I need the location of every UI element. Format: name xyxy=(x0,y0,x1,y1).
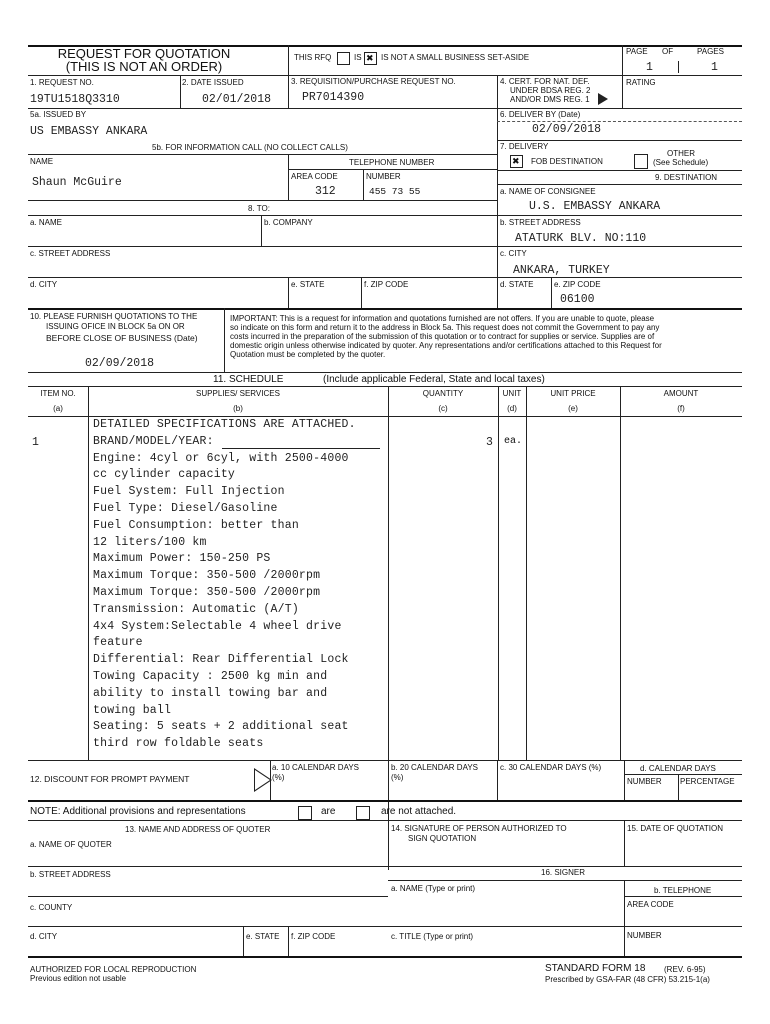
quoter-zip-label: f. ZIP CODE xyxy=(291,932,336,941)
important-line-2: so indicate on this form and return it to the address in Block 5a. This request does not commit the Government to pay any xyxy=(230,323,660,332)
issued-by-label: 5a. ISSUED BY xyxy=(30,110,87,119)
cert-label-2: UNDER BDSA REG. 2 xyxy=(510,86,591,95)
quoter-name-label: a. NAME OF QUOTER xyxy=(30,840,112,849)
signer-area-code-label: AREA CODE xyxy=(627,900,674,909)
col-unit-header: UNIT xyxy=(502,389,522,398)
signer-name-label: a. NAME (Type or print) xyxy=(391,884,476,893)
form-subtitle: (THIS IS NOT AN ORDER) xyxy=(65,59,223,74)
destination-label: 9. DESTINATION xyxy=(655,173,718,182)
page-label: PAGE xyxy=(626,47,648,56)
spec-text[interactable] xyxy=(93,417,393,753)
other-schedule-label: (See Schedule) xyxy=(653,158,709,167)
signer-number-label: NUMBER xyxy=(627,931,662,940)
unit-value[interactable]: ea. xyxy=(504,436,523,447)
signer-label: 16. SIGNER xyxy=(541,868,586,877)
is-checkbox[interactable] xyxy=(337,52,350,65)
to-zip-label: f. ZIP CODE xyxy=(364,280,409,289)
col-b-label: (b) xyxy=(233,404,243,413)
spec-line: Fuel System: Full Injection xyxy=(93,485,285,499)
col-e-label: (e) xyxy=(568,404,578,413)
spec-line: ability to install towing bar and xyxy=(93,686,328,700)
delivery-label: 7. DELIVERY xyxy=(500,142,549,151)
important-line-5: Quotation must be completed by the quoter. xyxy=(230,350,386,359)
note-text: NOTE: Additional provisions and representations xyxy=(30,806,246,817)
area-code-value[interactable]: 312 xyxy=(315,185,336,198)
contact-name[interactable]: Shaun McGuire xyxy=(32,176,122,189)
spec-line: towing ball xyxy=(93,703,172,717)
standard-form-name: STANDARD FORM 18 xyxy=(545,963,646,974)
fob-checkbox[interactable] xyxy=(510,155,523,168)
to-city-label: d. CITY xyxy=(30,280,58,289)
spec-line: Differential: Rear Differential Lock xyxy=(93,653,349,667)
block10-label-3: BEFORE CLOSE OF BUSINESS (Date) xyxy=(46,333,198,343)
spec-line: 12 liters/100 km xyxy=(93,535,207,549)
col-unit-price-header: UNIT PRICE xyxy=(550,389,596,398)
col-amount-header: AMOUNT xyxy=(663,389,699,398)
col-a-label: (a) xyxy=(53,404,63,413)
col-f-label: (f) xyxy=(677,404,685,413)
name-label: NAME xyxy=(30,157,54,166)
are-not-checkbox[interactable] xyxy=(356,806,370,820)
form-title: REQUEST FOR QUOTATION xyxy=(57,46,231,61)
consignee-value[interactable]: U.S. EMBASSY ANKARA xyxy=(529,200,661,213)
to-label: 8. TO: xyxy=(248,204,270,213)
cert-label-1: 4. CERT. FOR NAT. DEF. xyxy=(500,77,590,86)
discount-10-label: a. 10 CALENDAR DAYS xyxy=(272,763,359,772)
is-label: IS xyxy=(354,53,362,62)
to-state-label: e. STATE xyxy=(291,280,325,289)
spec-line: cc cylinder capacity xyxy=(93,468,236,482)
city-value[interactable]: ANKARA, TURKEY xyxy=(513,264,610,277)
spec-line: Transmission: Automatic (A/T) xyxy=(93,602,299,616)
to-street-label: c. STREET ADDRESS xyxy=(30,249,111,258)
signature-label-1: 14. SIGNATURE OF PERSON AUTHORIZED TO xyxy=(391,824,567,833)
important-line-1: IMPORTANT: This is a request for information and quotations furnished are not offers. If you are unable to quote, please xyxy=(230,314,655,323)
quoter-block-label: 13. NAME AND ADDRESS OF QUOTER xyxy=(125,825,271,834)
form-revision: (REV. 6-95) xyxy=(664,965,706,974)
discount-days-label: d. CALENDAR DAYS xyxy=(640,764,716,773)
fob-label: FOB DESTINATION xyxy=(531,157,603,166)
this-rfq-label: THIS RFQ xyxy=(294,53,332,62)
other-checkbox[interactable] xyxy=(634,154,648,169)
consignee-label: a. NAME OF CONSIGNEE xyxy=(500,187,596,196)
signer-title-label: c. TITLE (Type or print) xyxy=(391,932,474,941)
important-line-4: domestic origin unless otherwise indicated by quoter. Any representations and/or certifications attached to this Request for xyxy=(230,341,662,350)
of-label: OF xyxy=(662,47,674,56)
spec-line: DETAILED SPECIFICATIONS ARE ATTACHED. xyxy=(93,418,356,431)
spec-line: 4x4 System:Selectable 4 wheel drive xyxy=(93,619,342,633)
phone-number-value[interactable]: 455 73 55 xyxy=(369,186,421,197)
are-checkbox[interactable] xyxy=(298,806,312,820)
quoter-state-label: e. STATE xyxy=(246,932,280,941)
spec-line: Maximum Torque: 350-500 /2000rpm xyxy=(93,585,321,599)
signature-label-2: SIGN QUOTATION xyxy=(408,834,477,843)
discount-20-label: b. 20 CALENDAR DAYS xyxy=(391,763,478,772)
spec-line: Fuel Consumption: better than xyxy=(93,518,299,532)
spec-line: Seating: 5 seats + 2 additional seat xyxy=(93,720,349,734)
signer-phone-label: b. TELEPHONE xyxy=(654,886,712,895)
request-no-label: 1. REQUEST NO. xyxy=(30,78,94,87)
issued-by-value[interactable]: US EMBASSY ANKARA xyxy=(30,125,148,138)
street-label: b. STREET ADDRESS xyxy=(500,218,581,227)
state-label: d. STATE xyxy=(500,280,534,289)
request-no-value[interactable]: 19TU1518Q3310 xyxy=(30,93,120,106)
discount-10-pct: (%) xyxy=(272,773,285,782)
spec-line: Maximum Torque: 350-500 /2000rpm xyxy=(93,569,321,583)
quoter-city-label: d. CITY xyxy=(30,932,58,941)
cert-arrow-icon xyxy=(598,93,608,105)
block10-label-1: 10. PLEASE FURNISH QUOTATIONS TO THE xyxy=(30,312,198,321)
are-not-label: are not attached. xyxy=(381,806,457,817)
col-c-label: (c) xyxy=(438,404,448,413)
spec-line: feature xyxy=(93,636,143,650)
zip-label: e. ZIP CODE xyxy=(554,280,601,289)
pages-label: PAGES xyxy=(697,47,724,56)
area-code-label: AREA CODE xyxy=(291,172,338,181)
spec-line: third row foldable seats xyxy=(93,737,264,751)
col-item-header: ITEM NO. xyxy=(40,389,76,398)
quote-due-date[interactable]: 02/09/2018 xyxy=(85,357,155,370)
other-label: OTHER xyxy=(667,149,695,158)
item-number[interactable]: 1 xyxy=(32,436,39,449)
block10-label-2: ISSUING OFICE IN BLOCK 5a ON OR xyxy=(46,322,185,331)
discount-30-label: c. 30 CALENDAR DAYS (%) xyxy=(500,763,602,772)
city-label: c. CITY xyxy=(500,249,527,258)
schedule-title: 11. SCHEDULE xyxy=(213,374,284,385)
requisition-label: 3. REQUISITION/PURCHASE REQUEST NO. xyxy=(291,77,456,86)
zip-value[interactable]: 06100 xyxy=(560,293,595,306)
spec-line: Maximum Power: 150-250 PS xyxy=(93,552,271,566)
requisition-value[interactable]: PR7014390 xyxy=(302,91,365,104)
rating-label: RATING xyxy=(626,78,656,87)
footer-authorized: AUTHORIZED FOR LOCAL REPRODUCTION xyxy=(30,965,197,974)
deliver-by-label: 6. DELIVER BY (Date) xyxy=(500,110,581,119)
spec-line: BRAND/MODEL/YEAR: xyxy=(93,434,214,448)
prescribed-by: Prescribed by GSA-FAR (48 CFR) 53.215-1(a) xyxy=(545,975,710,984)
to-company-label: b. COMPANY xyxy=(264,218,313,227)
col-quantity-header: QUANTITY xyxy=(422,389,464,398)
discount-number-label: NUMBER xyxy=(627,777,662,786)
col-supplies-header: SUPPLIES/ SERVICES xyxy=(196,389,280,398)
quoter-county-label: c. COUNTY xyxy=(30,903,73,912)
number-label: NUMBER xyxy=(366,172,401,181)
set-aside-label: IS NOT A SMALL BUSINESS SET-ASIDE xyxy=(381,53,530,62)
spec-line: Fuel Type: Diesel/Gasoline xyxy=(93,501,278,515)
footer-previous-edition: Previous edition not usable xyxy=(30,974,127,983)
important-line-3: costs incurred in the preparation of the submission of this quotation or to contract for supplies or service. Supplies are of xyxy=(230,332,655,341)
brand-underline xyxy=(222,448,380,449)
telephone-label: TELEPHONE NUMBER xyxy=(349,158,435,167)
discount-20-pct: (%) xyxy=(391,773,404,782)
deliver-by-value[interactable]: 02/09/2018 xyxy=(532,123,602,136)
spec-line: Engine: 4cyl or 6cyl, with 2500-4000 xyxy=(93,451,349,465)
spec-line: Towing Capacity : 2500 kg min and xyxy=(93,669,328,683)
schedule-subtitle: (Include applicable Federal, State and local taxes) xyxy=(323,374,545,385)
pages-number: 1 xyxy=(711,61,718,74)
page-number: 1 xyxy=(646,61,653,74)
discount-percentage-label: PERCENTAGE xyxy=(680,777,735,786)
date-issued-label: 2. DATE ISSUED xyxy=(182,78,244,87)
date-issued-value[interactable]: 02/01/2018 xyxy=(202,93,272,106)
quoter-street-label: b. STREET ADDRESS xyxy=(30,870,111,879)
street-value[interactable]: ATATURK BLV. NO:110 xyxy=(515,232,647,245)
col-d-label: (d) xyxy=(507,404,517,413)
discount-label: 12. DISCOUNT FOR PROMPT PAYMENT xyxy=(30,774,190,784)
info-call-label: 5b. FOR INFORMATION CALL (NO COLLECT CALLS) xyxy=(152,143,348,152)
quote-date-label: 15. DATE OF QUOTATION xyxy=(627,824,724,833)
quantity-value[interactable]: 3 xyxy=(486,436,493,449)
is-not-checkbox[interactable] xyxy=(364,52,377,65)
cert-label-3: AND/OR DMS REG. 1 xyxy=(510,95,590,104)
to-name-label: a. NAME xyxy=(30,218,63,227)
are-label: are xyxy=(321,806,336,817)
